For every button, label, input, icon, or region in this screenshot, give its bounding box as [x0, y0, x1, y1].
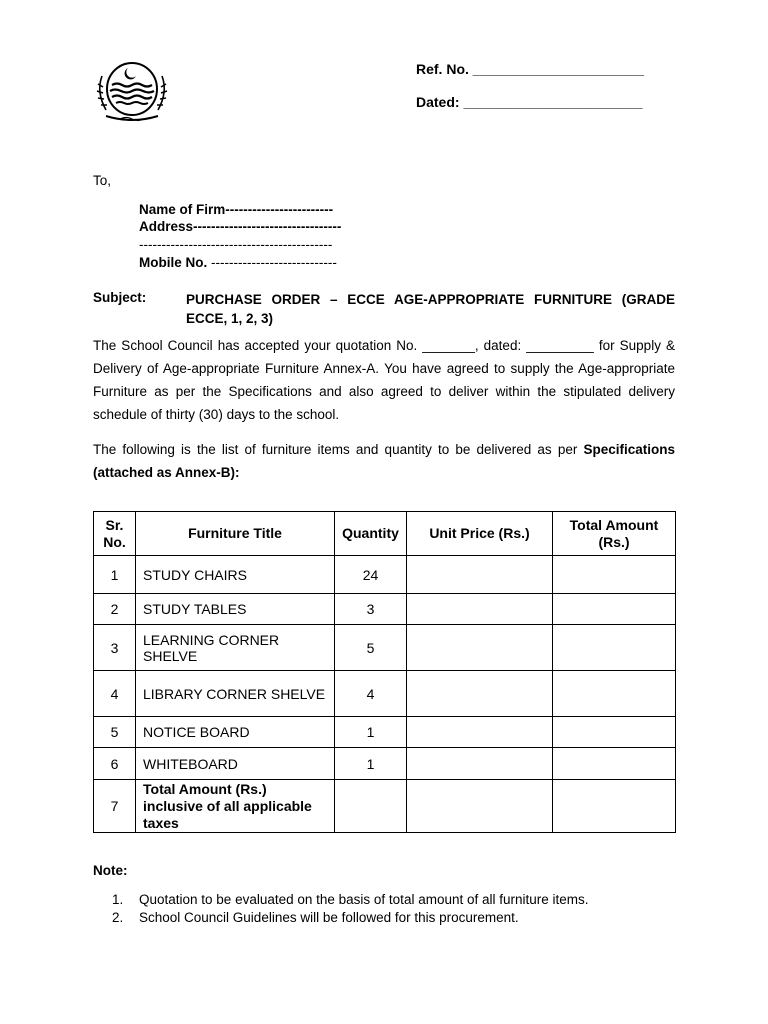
table-row [94, 625, 676, 671]
note-text: Quotation to be evaluated on the basis of total amount of all furniture items. [139, 892, 589, 907]
unit-price-cell[interactable] [407, 625, 553, 671]
unit-price-cell[interactable] [407, 748, 553, 780]
column-header-total-amount: Total Amount (Rs.) [553, 512, 676, 556]
dated-label: Dated: [416, 94, 460, 110]
furniture-title-cell: STUDY CHAIRS [136, 556, 335, 594]
total-amount-cell[interactable] [553, 717, 676, 748]
furniture-title-cell: LIBRARY CORNER SHELVE [136, 671, 335, 717]
quantity-cell: 4 [335, 671, 407, 717]
sr-no-cell: 1 [94, 556, 136, 594]
total-amount-cell[interactable] [553, 594, 676, 625]
subject-text: PURCHASE ORDER – ECCE AGE-APPROPRIATE FURNITURE (GRADE ECCE, 1, 2, 3) [186, 292, 675, 326]
firm-name-line: Name of Firm------------------------ [139, 202, 334, 217]
sr-no-cell: 2 [94, 594, 136, 625]
table-total-row [94, 780, 676, 833]
to-label: To, [93, 173, 112, 188]
ref-no-field [416, 61, 644, 77]
furniture-title-cell: NOTICE BOARD [136, 717, 335, 748]
unit-price-cell[interactable] [407, 717, 553, 748]
unit-price-cell[interactable] [407, 556, 553, 594]
quantity-cell: 5 [335, 625, 407, 671]
quantity-cell: 1 [335, 748, 407, 780]
body-paragraph-1: The School Council has accepted your quotation No. _______, dated: _________ for Supply & Delivery of Age-appropriate Furniture Annex-A. You have agreed to supply the Age-appropriate Furniture as per the Specifications and also agreed to deliver within the stipulated delivery schedule of thirty (30) days to the school. [93, 338, 675, 422]
column-header-furniture-title: Furniture Title [136, 512, 335, 556]
furniture-title-cell: LEARNING CORNER SHELVE [136, 625, 335, 671]
total-amount-cell[interactable] [553, 780, 676, 833]
list-item [112, 909, 589, 927]
ref-no-blank: ______________________ [472, 61, 645, 77]
sr-no-cell: 7 [94, 780, 136, 833]
furniture-items-table [93, 511, 676, 833]
mobile-blank: ---------------------------- [211, 255, 337, 270]
table-row [94, 594, 676, 625]
total-amount-cell[interactable] [553, 556, 676, 594]
table-row [94, 671, 676, 717]
sr-no-cell: 6 [94, 748, 136, 780]
unit-price-cell[interactable] [407, 594, 553, 625]
total-amount-cell[interactable] [553, 748, 676, 780]
sr-no-cell: 3 [94, 625, 136, 671]
ref-no-label: Ref. No. [416, 61, 469, 77]
table-row [94, 717, 676, 748]
note-list [112, 891, 589, 927]
government-emblem-icon [92, 60, 172, 126]
column-header-sr-no: Sr. No. [94, 512, 136, 556]
unit-price-cell[interactable] [407, 780, 553, 833]
note-text: School Council Guidelines will be followed for this procurement. [139, 910, 519, 925]
furniture-title-cell: WHITEBOARD [136, 748, 335, 780]
table-header-row [94, 512, 676, 556]
column-header-quantity: Quantity [335, 512, 407, 556]
furniture-title-cell: STUDY TABLES [136, 594, 335, 625]
list-item [112, 891, 589, 909]
quantity-cell [335, 780, 407, 833]
mobile-label: Mobile No. [139, 255, 208, 270]
total-amount-cell[interactable] [553, 625, 676, 671]
quantity-cell: 3 [335, 594, 407, 625]
sr-no-cell: 5 [94, 717, 136, 748]
mobile-line [139, 255, 337, 270]
column-header-unit-price: Unit Price (Rs.) [407, 512, 553, 556]
total-amount-label-cell: Total Amount (Rs.) inclusive of all applicable taxes [136, 780, 335, 833]
dated-blank: _______________________ [463, 94, 643, 110]
body-paragraph-2-bold: Specifications (attached as Annex-B): [93, 442, 675, 480]
quantity-cell: 24 [335, 556, 407, 594]
note-number: 2. [112, 910, 124, 925]
total-amount-cell[interactable] [553, 671, 676, 717]
note-label: Note: [93, 863, 128, 878]
subject-label: Subject: [93, 290, 147, 305]
dated-field [416, 94, 643, 110]
body-paragraph-2 [93, 438, 675, 484]
body-paragraph-2-text: The following is the list of furniture items and quantity to be delivered as per [93, 442, 584, 457]
note-number: 1. [112, 892, 124, 907]
table-row [94, 556, 676, 594]
unit-price-cell[interactable] [407, 671, 553, 717]
address-line: Address--------------------------------- [139, 219, 342, 234]
address-line-2: ------------------------------------------- [139, 237, 333, 252]
sr-no-cell: 4 [94, 671, 136, 717]
table-row [94, 748, 676, 780]
quantity-cell: 1 [335, 717, 407, 748]
